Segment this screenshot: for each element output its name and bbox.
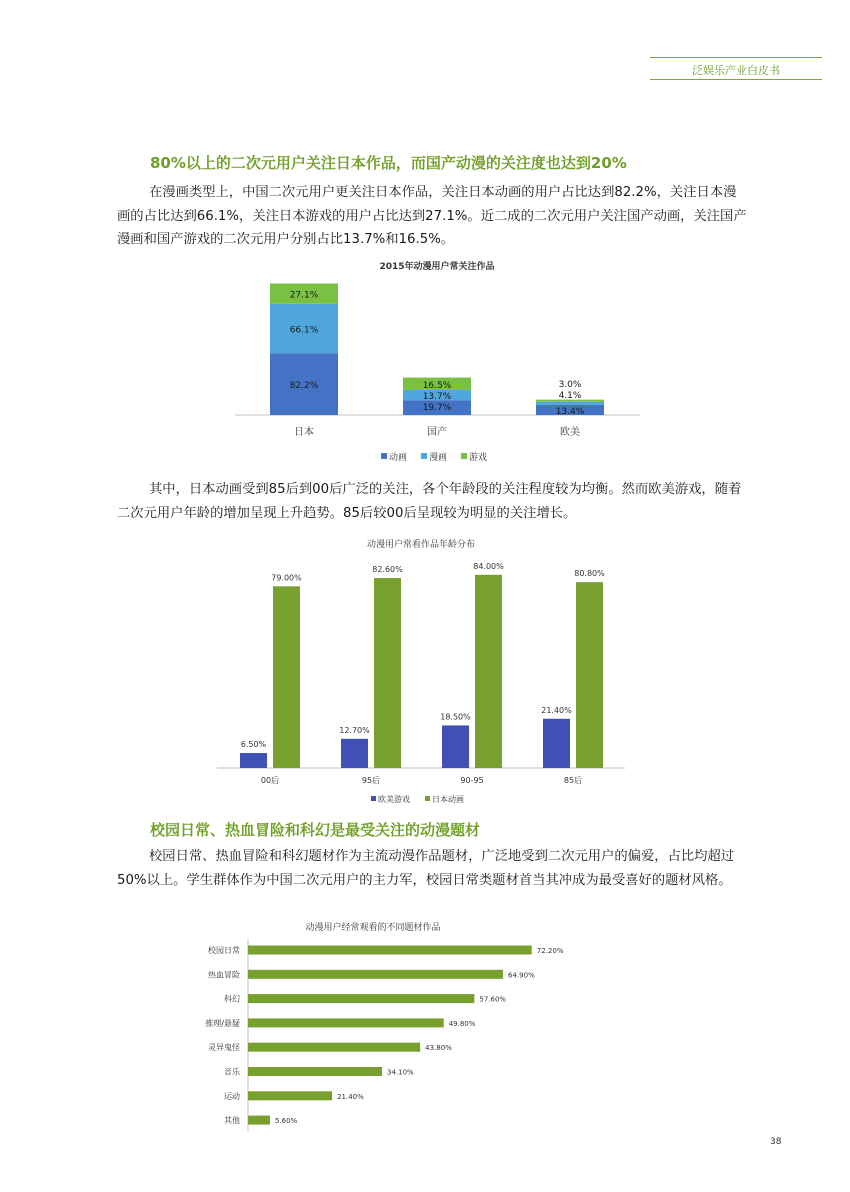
chart3-tick-推理/悬疑: 推理/悬疑 <box>205 1018 240 1028</box>
chart1-legend-动画: 动画 <box>389 453 408 463</box>
chart3-bar-科幻 <box>248 994 474 1003</box>
chart1-bar-欧美-漫画 <box>536 402 604 405</box>
chart3-label-热血冒险: 64.90% <box>508 971 535 980</box>
chart2-label-00后-欧美游戏: 6.50% <box>240 740 267 750</box>
chart3-label-推理/悬疑: 49.80% <box>448 1019 476 1028</box>
chart1-label-欧美-动画: 13.4% <box>555 407 585 417</box>
chart3-bar-运动 <box>248 1091 332 1100</box>
chart2-legend-欧美游戏: 欧美游戏 <box>378 795 410 804</box>
chart3-tick-科幻: 科幻 <box>224 994 240 1004</box>
chart2-bar-00后-日本动画 <box>273 586 300 768</box>
chart3-bar-音乐 <box>248 1067 382 1076</box>
chart1-legend-swatch-游戏 <box>461 453 467 459</box>
chart3-label-其他: 5.60% <box>275 1117 298 1126</box>
chart2-bar-90-95-欧美游戏 <box>442 725 469 768</box>
section2-title: 校园日常、热血冒险和科幻是最受关注的动漫题材 <box>150 821 481 839</box>
chart1-legend-漫画: 漫画 <box>429 453 448 463</box>
chart2-bar-95后-日本动画 <box>374 578 401 768</box>
chart2-bar-00后-欧美游戏 <box>240 753 267 768</box>
chart2-bar-90-95-日本动画 <box>475 575 502 768</box>
chart3-label-音乐: 34.10% <box>387 1068 414 1077</box>
chart1-label-日本-漫画: 66.1% <box>289 325 319 336</box>
chart1-label-国产-动画: 19.7% <box>422 403 452 413</box>
chart1-tick-欧美: 欧美 <box>560 427 580 438</box>
chart2-title: 动漫用户常看作品年龄分布 <box>366 540 476 550</box>
chart2-label-85后-日本动画: 80.80% <box>574 569 605 579</box>
chart1-label-欧美-游戏: 3.0% <box>558 380 582 390</box>
chart2-label-00后-日本动画: 79.00% <box>271 573 302 583</box>
chart3-title: 动漫用户经常观看的不同题材作品 <box>305 923 441 933</box>
chart2-bar-85后-日本动画 <box>576 582 603 768</box>
chart1-tick-国产: 国产 <box>427 427 447 438</box>
chart3-tick-热血冒险: 热血冒险 <box>208 970 240 980</box>
chart2-legend-swatch-欧美游戏 <box>371 796 376 801</box>
chart1-legend-swatch-动画 <box>381 453 387 459</box>
chart3-label-科幻: 57.60% <box>479 995 507 1004</box>
section2-paragraph: 校园日常、热血冒险和科幻题材作为主流动漫作品题材，广泛地受到二次元用户的偏爱，占比均超过50%以上。学生群体作为中国二次元用户的主力军，校园日常类题材首当其冲成为最受喜好的题材风格。 <box>117 849 735 888</box>
chart2-bar-95后-欧美游戏 <box>341 739 368 768</box>
chart1-tick-日本: 日本 <box>294 427 314 438</box>
chart2-label-85后-欧美游戏: 21.40% <box>541 705 572 715</box>
chart3-bar-校园日常 <box>248 946 532 955</box>
chart2-tick-00后: 00后 <box>260 776 280 785</box>
chart-horizontal-bar <box>0 915 850 1135</box>
chart1-legend-游戏: 游戏 <box>469 453 488 463</box>
chart1-label-欧美-漫画: 4.1% <box>558 391 582 401</box>
chart3-label-校园日常: 72.20% <box>536 947 564 955</box>
chart2-label-95后-欧美游戏: 12.70% <box>339 725 370 735</box>
section1-title: 80%以上的二次元用户关注日本作品，而国产动漫的关注度也达到20% <box>150 154 627 172</box>
paragraph2: 其中，日本动画受到85后到00后广泛的关注，各个年龄段的关注程度较为均衡。然而欧美游戏，随着二次元用户年龄的增加呈现上升趋势。85后较00后呈现较为明显的关注增长。 <box>117 482 742 521</box>
chart2-bar-85后-欧美游戏 <box>543 719 570 768</box>
header-rule-top <box>650 57 822 58</box>
chart3-tick-校园日常: 校园日常 <box>208 946 240 955</box>
chart2-label-95后-日本动画: 82.60% <box>372 565 403 575</box>
page-number: 38 <box>770 1137 782 1147</box>
chart2-label-90-95-日本动画: 84.00% <box>473 561 504 571</box>
chart1-label-日本-动画: 82.2% <box>289 381 319 392</box>
chart1-legend-swatch-漫画 <box>421 453 427 459</box>
chart3-label-灵异鬼怪: 43.80% <box>425 1044 452 1053</box>
chart3-tick-灵异鬼怪: 灵异鬼怪 <box>208 1043 240 1053</box>
chart-grouped-bar <box>0 532 850 812</box>
chart2-legend-swatch-日本动画 <box>425 796 430 801</box>
chart-stacked-bar <box>0 255 850 470</box>
chart3-tick-其他: 其他 <box>224 1116 240 1126</box>
chart3-bar-热血冒险 <box>248 970 503 979</box>
chart2-tick-90-95: 90-95 <box>460 776 484 785</box>
chart1-label-国产-游戏: 16.5% <box>422 381 452 391</box>
chart1-title: 2015年动漫用户常关注作品 <box>379 262 495 272</box>
chart3-tick-运动: 运动 <box>224 1091 240 1101</box>
chart2-label-90-95-欧美游戏: 18.50% <box>440 712 471 722</box>
chart3-bar-其他 <box>248 1116 270 1125</box>
header-title: 泛娱乐产业白皮书 <box>692 64 780 77</box>
chart3-bar-灵异鬼怪 <box>248 1043 420 1052</box>
chart2-tick-95后: 95后 <box>361 776 381 785</box>
chart3-label-运动: 21.40% <box>337 1092 364 1101</box>
chart2-legend-日本动画: 日本动画 <box>432 795 464 804</box>
section1-paragraph: 在漫画类型上，中国二次元用户更关注日本作品，关注日本动画的用户占比达到82.2%，关注日本漫画的占比达到66.1%，关注日本游戏的用户占比达到27.1%。近二成的二次元用户关注国产动画，关注国产漫画和国产游戏的二次元用户分别占比13.7%和16.5%。 <box>117 185 747 247</box>
chart1-label-国产-漫画: 13.7% <box>422 392 452 402</box>
chart2-tick-85后: 85后 <box>563 776 583 785</box>
header-rule-bottom <box>650 79 822 80</box>
chart1-label-日本-游戏: 27.1% <box>289 290 319 301</box>
chart3-tick-音乐: 音乐 <box>224 1067 240 1077</box>
chart3-bar-推理/悬疑 <box>248 1018 444 1027</box>
